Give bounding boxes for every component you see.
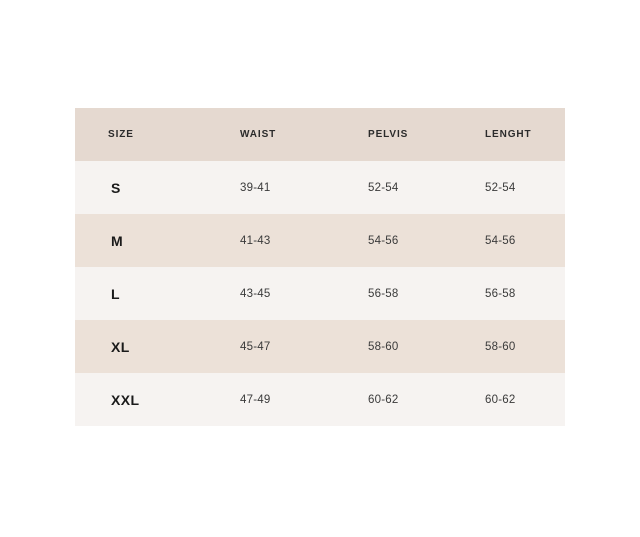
waist-value: 43-45 [240,287,271,300]
header-cell-pelvis [325,108,445,161]
cell-pelvis [325,373,445,426]
size-value: XXL [111,391,140,408]
table-row [75,320,565,373]
cell-waist [195,214,325,267]
cell-length [445,320,565,373]
table-row [75,267,565,320]
cell-pelvis [325,267,445,320]
size-chart-container [75,108,565,426]
cell-size [75,214,195,267]
pelvis-value: 58-60 [368,340,399,353]
header-label-pelvis: PELVIS [368,129,409,140]
waist-value: 41-43 [240,234,271,247]
length-value: 52-54 [485,181,516,194]
pelvis-value: 56-58 [368,287,399,300]
pelvis-value: 52-54 [368,181,399,194]
cell-length [445,373,565,426]
length-value: 58-60 [485,340,516,353]
header-label-size: SIZE [108,129,134,140]
cell-pelvis [325,161,445,214]
header-cell-length [445,108,565,161]
header-cell-waist [195,108,325,161]
cell-length [445,214,565,267]
cell-size [75,320,195,373]
table-row [75,214,565,267]
header-cell-size [75,108,195,161]
pelvis-value: 54-56 [368,234,399,247]
table-row [75,161,565,214]
header-label-length: LENGHT [485,129,532,140]
waist-value: 39-41 [240,181,271,194]
size-value: L [111,285,120,302]
cell-length [445,161,565,214]
cell-length [445,267,565,320]
cell-waist [195,373,325,426]
cell-pelvis [325,214,445,267]
length-value: 54-56 [485,234,516,247]
size-value: S [111,179,121,196]
table-row [75,373,565,426]
header-label-waist: WAIST [240,129,277,140]
cell-waist [195,267,325,320]
size-value: XL [111,338,130,355]
length-value: 60-62 [485,393,516,406]
length-value: 56-58 [485,287,516,300]
cell-pelvis [325,320,445,373]
pelvis-value: 60-62 [368,393,399,406]
waist-value: 45-47 [240,340,271,353]
cell-waist [195,320,325,373]
cell-size [75,373,195,426]
table-header-row [75,108,565,161]
size-chart-table [75,108,565,426]
cell-size [75,267,195,320]
cell-size [75,161,195,214]
size-value: M [111,232,124,249]
waist-value: 47-49 [240,393,271,406]
cell-waist [195,161,325,214]
